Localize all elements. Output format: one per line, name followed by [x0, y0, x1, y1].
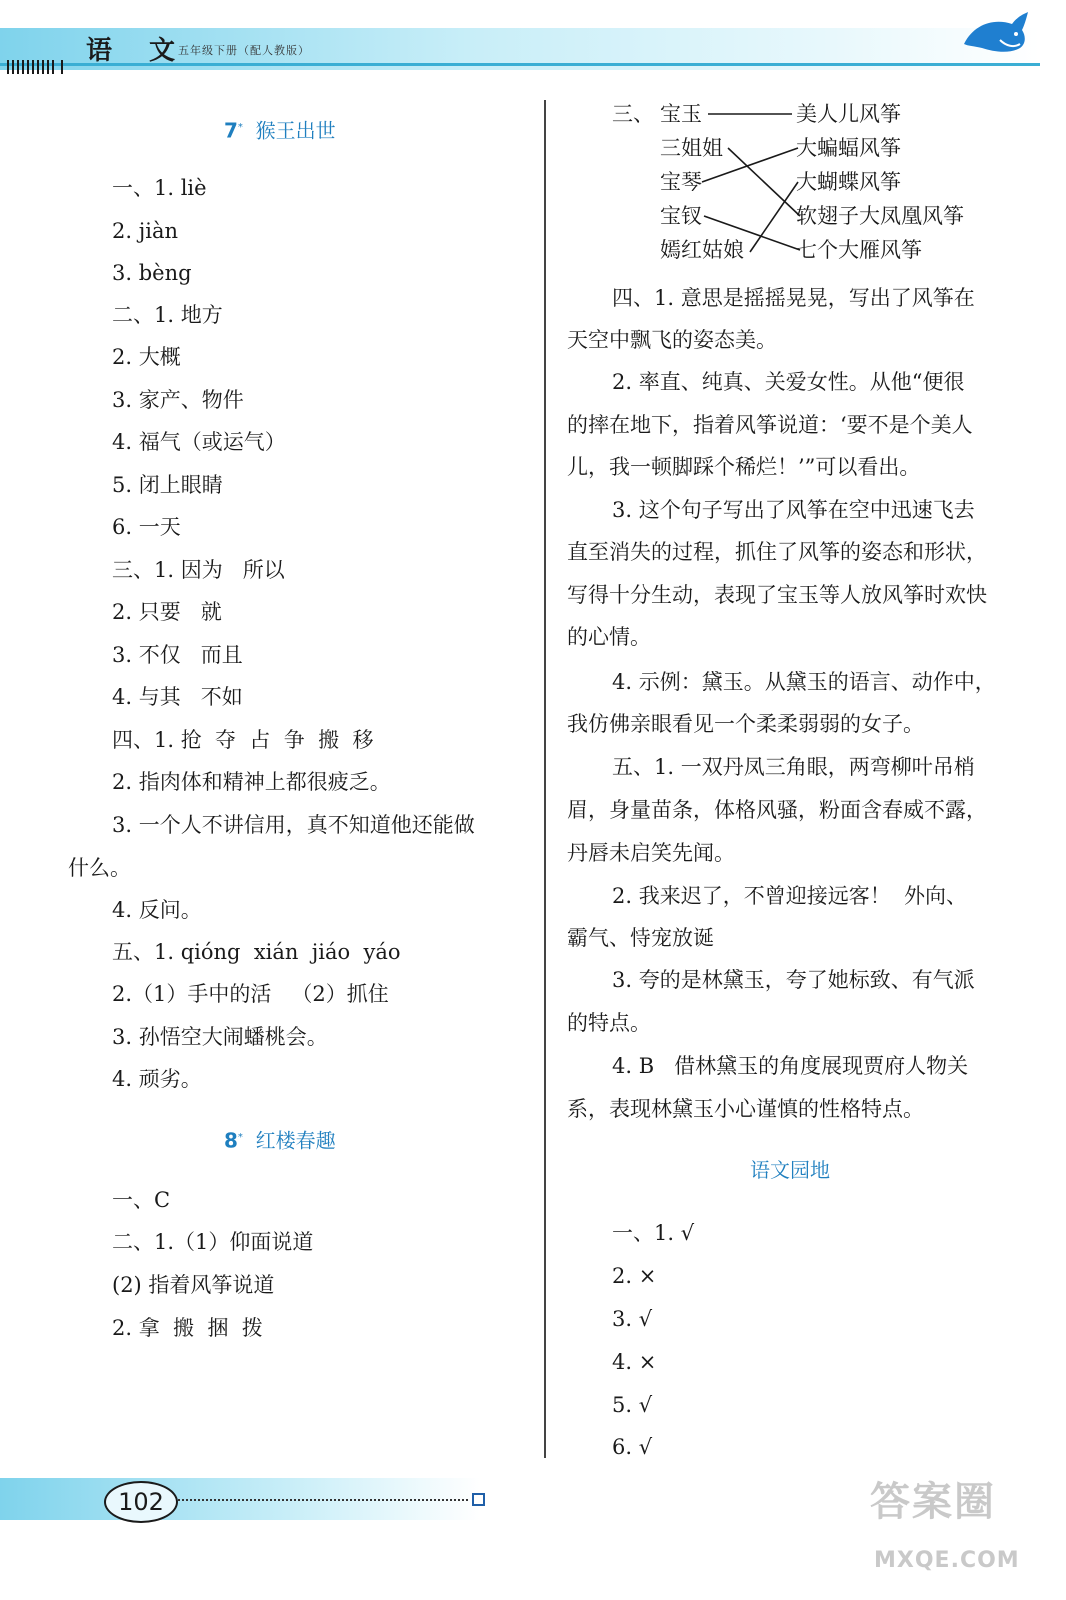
- answer-line: 2. 拿 搬 捆 拨: [112, 1316, 263, 1340]
- answer-line: 3. 家产、物件: [112, 388, 244, 412]
- section-title: 语文园地: [750, 1158, 830, 1182]
- matching-prefix: 三、: [612, 102, 654, 126]
- footer-dotted-rule: [178, 1499, 468, 1501]
- lesson-7-star-icon: *: [237, 122, 243, 133]
- answer-line: 4. 与其 不如: [112, 685, 243, 709]
- lesson-7-heading: [224, 114, 336, 145]
- matching-right-item: 大蝴蝶风筝: [796, 170, 901, 194]
- answer-line: 我仿佛亲眼看见一个柔柔弱弱的女子。: [567, 712, 924, 736]
- lesson-8-title: 红楼春趣: [255, 1128, 336, 1153]
- answer-line: 3. 一个人不讲信用，真不知道他还能做: [112, 813, 475, 837]
- header-tick-marks: [6, 60, 66, 76]
- page-number: 102: [104, 1481, 178, 1523]
- matching-right-item: 美人儿风筝: [796, 102, 901, 126]
- watermark-logo: [870, 1470, 1030, 1573]
- answer-line: 3. 夸的是林黛玉，夸了她标致、有气派: [612, 968, 975, 992]
- watermark-text: 答案圈: [870, 1479, 996, 1525]
- answer-line: 直至消失的过程，抓住了风筝的姿态和形状，: [567, 540, 987, 564]
- matching-right-item: 七个大雁风筝: [796, 238, 922, 262]
- matching-right-item: 大蝙蝠风筝: [796, 136, 901, 160]
- answer-line: 4. ×: [612, 1350, 657, 1374]
- subject-title: 语 文: [86, 36, 190, 66]
- answer-line: 6. 一天: [112, 515, 181, 539]
- lesson-8-heading: [224, 1124, 336, 1155]
- answer-line: 3. 这个句子写出了风筝在空中迅速飞去: [612, 498, 975, 522]
- answer-line: 2. 率直、纯真、关爱女性。从他“便很: [612, 370, 965, 394]
- answer-line: 一、C: [112, 1188, 171, 1212]
- answer-line: 3. 孙悟空大闹蟠桃会。: [112, 1025, 328, 1049]
- answer-line: 3. √: [612, 1307, 653, 1331]
- matching-left-item: 宝钗: [660, 204, 702, 228]
- answer-line: 五、1. qióng xián jiáo yáo: [112, 940, 401, 964]
- answer-line: 四、1. 意思是摇摇晃晃，写出了风筝在: [612, 286, 975, 310]
- answer-line: 三、1. 因为 所以: [112, 558, 285, 582]
- lesson-8-number: 8: [224, 1128, 238, 1153]
- answer-line: 4. 福气（或运气）: [112, 430, 286, 454]
- lesson-8-star-icon: *: [237, 1132, 243, 1143]
- answer-line: 5. 闭上眼睛: [112, 473, 223, 497]
- answer-line: 的心情。: [567, 625, 651, 649]
- dolphin-logo-icon: [960, 10, 1032, 58]
- answer-line: 一、1. √: [612, 1221, 695, 1245]
- answer-line: (2) 指着风筝说道: [112, 1273, 275, 1297]
- answer-line: 2. 大概: [112, 345, 181, 369]
- answer-line: 一、1. liè: [112, 176, 207, 200]
- answer-line: 3. bèng: [112, 261, 192, 285]
- answer-line: 二、1.（1）仰面说道: [112, 1230, 314, 1254]
- answer-line: 5. √: [612, 1393, 653, 1417]
- answer-line: 天空中飘飞的姿态美。: [567, 328, 777, 352]
- matching-left-item: 宝琴: [660, 170, 702, 194]
- lesson-7-number: 7: [224, 118, 238, 143]
- answer-line: 丹唇未启笑先闻。: [567, 841, 735, 865]
- answer-line: 4. 反问。: [112, 898, 202, 922]
- matching-right-item: 软翅子大凤凰风筝: [796, 204, 964, 228]
- answer-line: 眉，身量苗条，体格风骚，粉面含春威不露，: [567, 798, 987, 822]
- answer-line: 霸气、恃宠放诞: [567, 926, 714, 950]
- answer-line: 2. 指肉体和精神上都很疲乏。: [112, 770, 391, 794]
- answer-line: 2. ×: [612, 1264, 657, 1288]
- matching-left-item: 宝玉: [660, 102, 702, 126]
- answer-line: 4. B 借林黛玉的角度展现贾府人物关: [612, 1054, 969, 1078]
- watermark-url: MXQE.COM: [874, 1548, 1020, 1573]
- answer-line: 2.（1）手中的活 （2）抓住: [112, 982, 389, 1006]
- answer-line: 4. 示例：黛玉。从黛玉的语言、动作中，: [612, 670, 996, 694]
- answer-line: 写得十分生动，表现了宝玉等人放风筝时欢快: [567, 583, 987, 607]
- answer-line: 的摔在地下，指着风筝说道：‘要不是个美人: [567, 413, 973, 437]
- answer-line: 儿，我一顿脚踩个稀烂！’”可以看出。: [567, 455, 921, 479]
- answer-line: 的特点。: [567, 1011, 651, 1035]
- answer-line: 四、1. 抢 夺 占 争 搬 移: [112, 728, 374, 752]
- answer-line: 6. √: [612, 1435, 653, 1459]
- grade-label: 五年级下册（配人教版）: [178, 44, 310, 57]
- answer-line: 什么。: [68, 856, 131, 880]
- column-divider: [544, 100, 546, 1458]
- answer-line: 2. jiàn: [112, 219, 178, 243]
- lesson-7-title: 猴王出世: [255, 118, 336, 143]
- matching-left-item: 三姐姐: [660, 136, 723, 160]
- answer-line: 五、1. 一双丹凤三角眼，两弯柳叶吊梢: [612, 755, 975, 779]
- answer-line: 2. 只要 就: [112, 600, 222, 624]
- footer-square-icon: [472, 1493, 485, 1506]
- answer-line: 系，表现林黛玉小心谨慎的性格特点。: [567, 1097, 924, 1121]
- answer-line: 2. 我来迟了，不曾迎接远客！ 外向、: [612, 884, 968, 908]
- matching-lines: [600, 96, 1020, 272]
- answer-line: 二、1. 地方: [112, 303, 223, 327]
- answer-line: 4. 顽劣。: [112, 1067, 202, 1091]
- matching-left-item: 嫣红姑娘: [660, 238, 744, 262]
- answer-line: 3. 不仅 而且: [112, 643, 243, 667]
